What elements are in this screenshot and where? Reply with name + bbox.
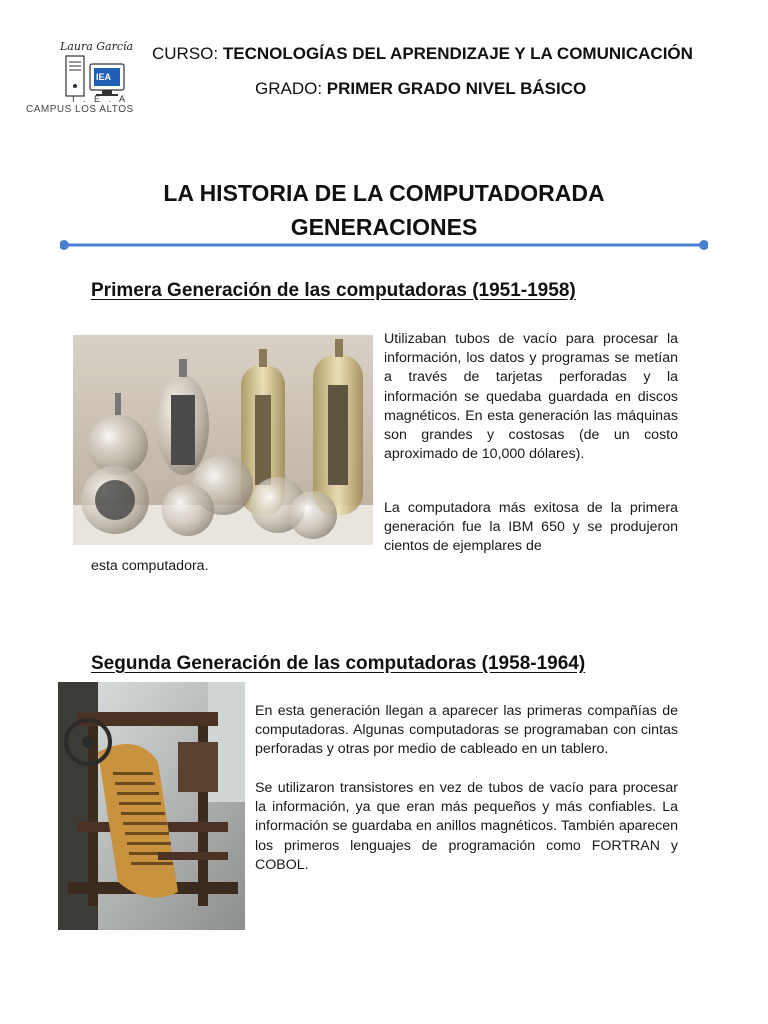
course-value: TECNOLOGÍAS DEL APRENDIZAJE Y LA COMUNICACIÓN — [222, 44, 693, 63]
grade-label: GRADO: — [255, 79, 323, 98]
title-divider — [60, 238, 708, 252]
course-line — [152, 44, 693, 64]
title-line-2: GENERACIONES — [290, 214, 478, 240]
logo-iea-text: I . E . A — [72, 94, 129, 104]
second-generation-paragraph-2: Se utilizaron transistores en vez de tubos de vacío para procesar la información, ya que eran más pequeños y más confiables. La información se guardaba en anillos magnéticos. También aparecen los primeros lenguajes de programación como FORTRAN y COBOL. — [255, 780, 678, 873]
school-logo — [22, 40, 162, 120]
title-line-1: LA HISTORIA DE LA COMPUTADORADA — [163, 180, 605, 206]
logo-signature: Laura García — [60, 40, 134, 53]
second-generation-paragraph-1: En esta generación llegan a aparecer las primeras compañías de computadoras. Algunas computadoras se programaban con cintas perforadas y otras por medio de cableado en un tablero. — [255, 703, 678, 758]
punched-tape-machine-photo — [58, 682, 245, 930]
first-generation-paragraph-2: La computadora más exitosa de la primera generación fue la IBM 650 y se produjeron cientos de ejemplares de — [384, 500, 678, 555]
section-heading-first-generation: Primera Generación de las computadoras (1951-1958) — [91, 280, 576, 301]
page-title — [0, 176, 768, 244]
first-generation-paragraph-1: Utilizaban tubos de vacío para procesar la información, los datos y programas se metían a través de tarjetas perforadas y la información se quedaba guardada en discos magnéticos. En esta generación las máquinas son grandes y costosas (de un costo aproximado de 10,000 dólares). — [384, 331, 678, 463]
first-generation-paragraph-2-tail: esta computadora. — [91, 558, 209, 574]
grade-line — [255, 79, 586, 99]
vacuum-tubes-photo — [73, 335, 373, 545]
logo-campus-text: CAMPUS LOS ALTOS — [26, 104, 134, 115]
course-label: CURSO: — [152, 44, 219, 63]
grade-value: PRIMER GRADO NIVEL BÁSICO — [326, 79, 587, 98]
section-heading-second-generation: Segunda Generación de las computadoras (1958-1964) — [91, 653, 586, 674]
logo-screen-label: IEA — [96, 72, 112, 82]
